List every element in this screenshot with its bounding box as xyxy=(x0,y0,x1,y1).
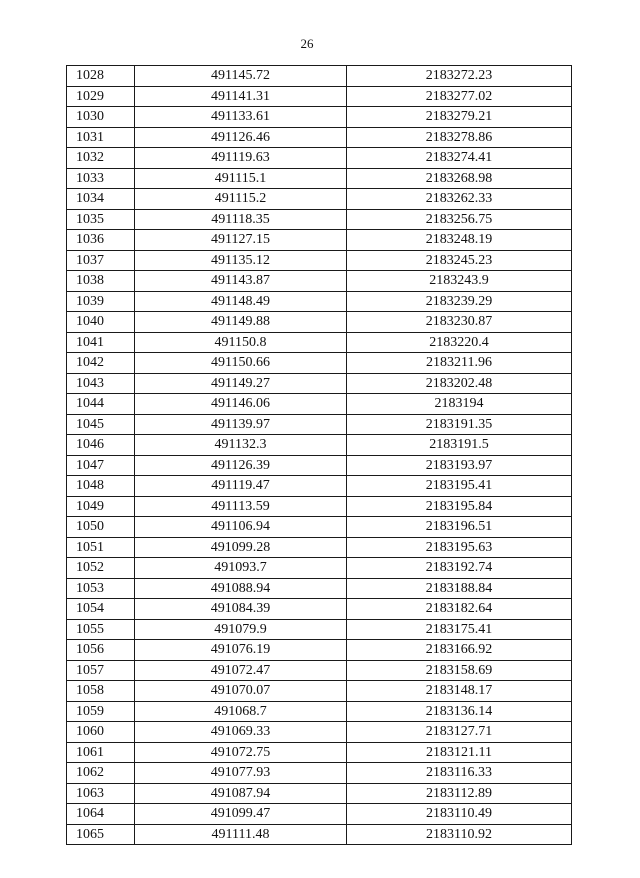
point-id-cell: 1056 xyxy=(67,640,135,661)
x-coordinate-cell: 491132.3 xyxy=(135,435,347,456)
x-coordinate-cell: 491141.31 xyxy=(135,86,347,107)
table-row xyxy=(67,66,572,87)
point-id-cell: 1035 xyxy=(67,209,135,230)
x-coordinate-cell: 491113.59 xyxy=(135,496,347,517)
y-coordinate-cell: 2183245.23 xyxy=(347,250,572,271)
table-row xyxy=(67,455,572,476)
x-coordinate-cell: 491070.07 xyxy=(135,681,347,702)
x-coordinate-cell: 491119.47 xyxy=(135,476,347,497)
x-coordinate-cell: 491150.66 xyxy=(135,353,347,374)
x-coordinate-cell: 491111.48 xyxy=(135,824,347,845)
x-coordinate-cell: 491068.7 xyxy=(135,701,347,722)
y-coordinate-cell: 2183230.87 xyxy=(347,312,572,333)
table-row xyxy=(67,414,572,435)
point-id-cell: 1044 xyxy=(67,394,135,415)
y-coordinate-cell: 2183192.74 xyxy=(347,558,572,579)
y-coordinate-cell: 2183274.41 xyxy=(347,148,572,169)
point-id-cell: 1033 xyxy=(67,168,135,189)
point-id-cell: 1051 xyxy=(67,537,135,558)
y-coordinate-cell: 2183243.9 xyxy=(347,271,572,292)
x-coordinate-cell: 491115.1 xyxy=(135,168,347,189)
x-coordinate-cell: 491069.33 xyxy=(135,722,347,743)
point-id-cell: 1047 xyxy=(67,455,135,476)
table-row xyxy=(67,148,572,169)
y-coordinate-cell: 2183110.92 xyxy=(347,824,572,845)
y-coordinate-cell: 2183196.51 xyxy=(347,517,572,538)
table-row xyxy=(67,537,572,558)
table-row xyxy=(67,189,572,210)
x-coordinate-cell: 491126.46 xyxy=(135,127,347,148)
x-coordinate-cell: 491127.15 xyxy=(135,230,347,251)
point-id-cell: 1061 xyxy=(67,742,135,763)
y-coordinate-cell: 2183279.21 xyxy=(347,107,572,128)
table-row xyxy=(67,619,572,640)
x-coordinate-cell: 491149.88 xyxy=(135,312,347,333)
y-coordinate-cell: 2183195.41 xyxy=(347,476,572,497)
point-id-cell: 1065 xyxy=(67,824,135,845)
y-coordinate-cell: 2183188.84 xyxy=(347,578,572,599)
point-id-cell: 1034 xyxy=(67,189,135,210)
table-row xyxy=(67,681,572,702)
x-coordinate-cell: 491106.94 xyxy=(135,517,347,538)
point-id-cell: 1041 xyxy=(67,332,135,353)
x-coordinate-cell: 491135.12 xyxy=(135,250,347,271)
point-id-cell: 1042 xyxy=(67,353,135,374)
table-row xyxy=(67,332,572,353)
y-coordinate-cell: 2183277.02 xyxy=(347,86,572,107)
x-coordinate-cell: 491149.27 xyxy=(135,373,347,394)
point-id-cell: 1059 xyxy=(67,701,135,722)
coordinate-table xyxy=(66,65,572,845)
point-id-cell: 1048 xyxy=(67,476,135,497)
x-coordinate-cell: 491148.49 xyxy=(135,291,347,312)
point-id-cell: 1062 xyxy=(67,763,135,784)
x-coordinate-cell: 491084.39 xyxy=(135,599,347,620)
table-row xyxy=(67,701,572,722)
point-id-cell: 1063 xyxy=(67,783,135,804)
x-coordinate-cell: 491077.93 xyxy=(135,763,347,784)
table-row xyxy=(67,783,572,804)
y-coordinate-cell: 2183194 xyxy=(347,394,572,415)
y-coordinate-cell: 2183272.23 xyxy=(347,66,572,87)
y-coordinate-cell: 2183110.49 xyxy=(347,804,572,825)
table-row xyxy=(67,558,572,579)
y-coordinate-cell: 2183195.84 xyxy=(347,496,572,517)
table-row xyxy=(67,209,572,230)
table-row xyxy=(67,127,572,148)
point-id-cell: 1040 xyxy=(67,312,135,333)
point-id-cell: 1049 xyxy=(67,496,135,517)
y-coordinate-cell: 2183239.29 xyxy=(347,291,572,312)
table-row xyxy=(67,476,572,497)
table-row xyxy=(67,824,572,845)
y-coordinate-cell: 2183136.14 xyxy=(347,701,572,722)
x-coordinate-cell: 491145.72 xyxy=(135,66,347,87)
table-row xyxy=(67,742,572,763)
y-coordinate-cell: 2183262.33 xyxy=(347,189,572,210)
x-coordinate-cell: 491118.35 xyxy=(135,209,347,230)
point-id-cell: 1036 xyxy=(67,230,135,251)
x-coordinate-cell: 491087.94 xyxy=(135,783,347,804)
point-id-cell: 1037 xyxy=(67,250,135,271)
x-coordinate-cell: 491143.87 xyxy=(135,271,347,292)
point-id-cell: 1050 xyxy=(67,517,135,538)
point-id-cell: 1028 xyxy=(67,66,135,87)
x-coordinate-cell: 491126.39 xyxy=(135,455,347,476)
y-coordinate-cell: 2183121.11 xyxy=(347,742,572,763)
y-coordinate-cell: 2183116.33 xyxy=(347,763,572,784)
point-id-cell: 1032 xyxy=(67,148,135,169)
y-coordinate-cell: 2183211.96 xyxy=(347,353,572,374)
x-coordinate-cell: 491119.63 xyxy=(135,148,347,169)
table-row xyxy=(67,763,572,784)
x-coordinate-cell: 491072.75 xyxy=(135,742,347,763)
point-id-cell: 1038 xyxy=(67,271,135,292)
y-coordinate-cell: 2183166.92 xyxy=(347,640,572,661)
page-number: 26 xyxy=(300,36,314,51)
point-id-cell: 1030 xyxy=(67,107,135,128)
point-id-cell: 1045 xyxy=(67,414,135,435)
x-coordinate-cell: 491088.94 xyxy=(135,578,347,599)
x-coordinate-cell: 491139.97 xyxy=(135,414,347,435)
table-row xyxy=(67,230,572,251)
point-id-cell: 1053 xyxy=(67,578,135,599)
table-row xyxy=(67,168,572,189)
table-row xyxy=(67,517,572,538)
point-id-cell: 1052 xyxy=(67,558,135,579)
y-coordinate-cell: 2183248.19 xyxy=(347,230,572,251)
table-row xyxy=(67,660,572,681)
table-row xyxy=(67,599,572,620)
y-coordinate-cell: 2183182.64 xyxy=(347,599,572,620)
table-row xyxy=(67,640,572,661)
x-coordinate-cell: 491072.47 xyxy=(135,660,347,681)
y-coordinate-cell: 2183202.48 xyxy=(347,373,572,394)
x-coordinate-cell: 491076.19 xyxy=(135,640,347,661)
y-coordinate-cell: 2183193.97 xyxy=(347,455,572,476)
y-coordinate-cell: 2183148.17 xyxy=(347,681,572,702)
x-coordinate-cell: 491146.06 xyxy=(135,394,347,415)
x-coordinate-cell: 491150.8 xyxy=(135,332,347,353)
y-coordinate-cell: 2183195.63 xyxy=(347,537,572,558)
table-row xyxy=(67,804,572,825)
table-row xyxy=(67,435,572,456)
point-id-cell: 1058 xyxy=(67,681,135,702)
x-coordinate-cell: 491079.9 xyxy=(135,619,347,640)
table-row xyxy=(67,353,572,374)
point-id-cell: 1043 xyxy=(67,373,135,394)
point-id-cell: 1031 xyxy=(67,127,135,148)
table-row xyxy=(67,373,572,394)
y-coordinate-cell: 2183112.89 xyxy=(347,783,572,804)
x-coordinate-cell: 491133.61 xyxy=(135,107,347,128)
table-row xyxy=(67,496,572,517)
table-row xyxy=(67,312,572,333)
table-row xyxy=(67,250,572,271)
x-coordinate-cell: 491115.2 xyxy=(135,189,347,210)
point-id-cell: 1029 xyxy=(67,86,135,107)
coordinate-table-body xyxy=(67,66,572,845)
y-coordinate-cell: 2183256.75 xyxy=(347,209,572,230)
point-id-cell: 1046 xyxy=(67,435,135,456)
table-row xyxy=(67,271,572,292)
x-coordinate-cell: 491099.47 xyxy=(135,804,347,825)
point-id-cell: 1054 xyxy=(67,599,135,620)
point-id-cell: 1039 xyxy=(67,291,135,312)
table-row xyxy=(67,394,572,415)
point-id-cell: 1064 xyxy=(67,804,135,825)
table-row xyxy=(67,291,572,312)
x-coordinate-cell: 491093.7 xyxy=(135,558,347,579)
point-id-cell: 1060 xyxy=(67,722,135,743)
x-coordinate-cell: 491099.28 xyxy=(135,537,347,558)
y-coordinate-cell: 2183175.41 xyxy=(347,619,572,640)
table-row xyxy=(67,86,572,107)
y-coordinate-cell: 2183278.86 xyxy=(347,127,572,148)
table-row xyxy=(67,722,572,743)
y-coordinate-cell: 2183127.71 xyxy=(347,722,572,743)
y-coordinate-cell: 2183191.35 xyxy=(347,414,572,435)
table-row xyxy=(67,107,572,128)
point-id-cell: 1055 xyxy=(67,619,135,640)
y-coordinate-cell: 2183220.4 xyxy=(347,332,572,353)
y-coordinate-cell: 2183191.5 xyxy=(347,435,572,456)
y-coordinate-cell: 2183268.98 xyxy=(347,168,572,189)
point-id-cell: 1057 xyxy=(67,660,135,681)
table-row xyxy=(67,578,572,599)
y-coordinate-cell: 2183158.69 xyxy=(347,660,572,681)
